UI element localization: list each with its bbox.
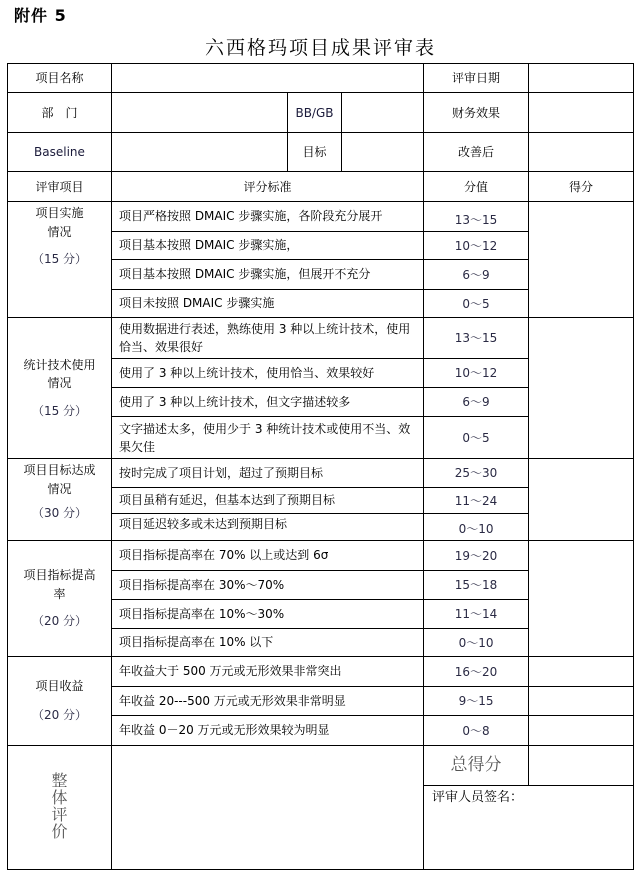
criteria-text: 项目虽稍有延迟，但基本达到了预期目标 <box>112 488 424 514</box>
score-range: 0～10 <box>424 514 529 541</box>
criteria-text: 使用数据进行表述，熟练使用 3 种以上统计技术，使用恰当、效果很好 <box>112 318 424 359</box>
section-points: （20 分） <box>31 708 88 722</box>
column-header-score: 得分 <box>529 172 634 202</box>
score-range: 25～30 <box>424 459 529 488</box>
section-name: 项目实施 <box>35 206 84 220</box>
criteria-row <box>8 459 634 488</box>
section-name: 情况 <box>47 376 72 391</box>
criteria-text: 项目基本按照 DMAIC 步骤实施，但展开不充分 <box>112 260 424 290</box>
score-range: 0～5 <box>424 290 529 318</box>
score-field-implementation[interactable] <box>529 202 634 318</box>
column-header-score-range: 分值 <box>424 172 529 202</box>
criteria-text: 按时完成了项目计划，超过了预期目标 <box>112 459 424 488</box>
criteria-row <box>8 202 634 232</box>
financial-effect-field[interactable] <box>529 93 634 133</box>
section-implementation <box>8 202 112 318</box>
section-revenue <box>8 657 112 746</box>
reviewer-signature-label: 评审人员签名： <box>432 790 524 805</box>
score-range: 10～12 <box>424 359 529 388</box>
section-name: 项目指标提高 <box>23 568 96 583</box>
score-field-statistics[interactable] <box>529 318 634 459</box>
section-points: （20 分） <box>31 614 88 629</box>
criteria-text: 年收益 20---500 万元或无形效果非常明显 <box>112 687 424 716</box>
bb-gb-label: BB/GB <box>288 93 342 133</box>
column-header-item: 评审项目 <box>8 172 112 202</box>
column-header-row <box>8 172 634 202</box>
score-range: 16～20 <box>424 657 529 687</box>
criteria-text: 项目延迟较多或未达到预期目标 <box>112 514 424 541</box>
section-statistics <box>8 318 112 459</box>
baseline-label: Baseline <box>8 133 112 172</box>
footer-row <box>8 746 634 786</box>
improved-field[interactable] <box>529 133 634 172</box>
score-range: 11～24 <box>424 488 529 514</box>
score-range: 15～18 <box>424 571 529 600</box>
criteria-text: 项目未按照 DMAIC 步骤实施 <box>112 290 424 318</box>
criteria-text: 年收益大于 500 万元或无形效果非常突出 <box>112 657 424 687</box>
department-field[interactable] <box>112 93 288 133</box>
score-range: 6～9 <box>424 260 529 290</box>
review-form-table <box>7 63 634 870</box>
info-row-department <box>8 93 634 133</box>
section-goal-achievement <box>8 459 112 541</box>
improved-label: 改善后 <box>424 133 529 172</box>
target-field[interactable] <box>342 133 424 172</box>
baseline-field[interactable] <box>112 133 288 172</box>
criteria-text: 项目指标提高率在 10%～30% <box>112 600 424 629</box>
bb-gb-field[interactable] <box>342 93 424 133</box>
score-range: 13～15 <box>424 202 529 232</box>
financial-effect-label: 财务效果 <box>424 93 529 133</box>
section-points: （30 分） <box>31 506 88 521</box>
criteria-text: 使用了 3 种以上统计技术，使用恰当、效果较好 <box>112 359 424 388</box>
review-date-field[interactable] <box>529 64 634 93</box>
section-name: 统计技术使用 <box>23 357 96 372</box>
score-range: 9～15 <box>424 687 529 716</box>
project-name-label: 项目名称 <box>8 64 112 93</box>
score-field-revenue-1[interactable] <box>529 657 634 687</box>
score-range: 13～15 <box>424 318 529 359</box>
review-date-label: 评审日期 <box>424 64 529 93</box>
criteria-text: 项目基本按照 DMAIC 步骤实施， <box>112 232 424 260</box>
overall-evaluation-field[interactable] <box>112 746 424 870</box>
overall-evaluation-label-cell <box>8 746 112 870</box>
score-range: 6～9 <box>424 388 529 417</box>
info-row-baseline <box>8 133 634 172</box>
criteria-row <box>8 657 634 687</box>
criteria-text: 项目指标提高率在 30%～70% <box>112 571 424 600</box>
target-label: 目标 <box>288 133 342 172</box>
criteria-text: 项目指标提高率在 70% 以上或达到 6σ <box>112 541 424 571</box>
criteria-text: 项目严格按照 DMAIC 步骤实施，各阶段充分展开 <box>112 202 424 232</box>
overall-evaluation-label: 整体评价 <box>51 771 68 841</box>
column-header-criteria: 评分标准 <box>112 172 424 202</box>
criteria-text: 使用了 3 种以上统计技术，但文字描述较多 <box>112 388 424 417</box>
info-row-project <box>8 64 634 93</box>
score-field-revenue-2[interactable] <box>529 687 634 716</box>
score-range: 11～14 <box>424 600 529 629</box>
criteria-row <box>8 318 634 359</box>
project-name-field[interactable] <box>112 64 424 93</box>
section-points: （15 分） <box>31 252 88 267</box>
score-field-goal-achievement[interactable] <box>529 459 634 541</box>
section-name: 情况 <box>47 481 72 496</box>
score-range: 0～8 <box>424 716 529 746</box>
section-improvement-rate <box>8 541 112 657</box>
reviewer-signature-field[interactable] <box>424 786 634 870</box>
score-range: 0～5 <box>424 417 529 459</box>
total-score-field[interactable] <box>529 746 634 786</box>
score-range: 0～10 <box>424 629 529 657</box>
section-name: 项目收益 <box>35 679 84 694</box>
section-name: 项目目标达成 <box>23 463 96 477</box>
section-name: 情况 <box>47 224 72 239</box>
score-field-revenue-3[interactable] <box>529 716 634 746</box>
page-title: 六西格玛项目成果评审表 <box>204 37 436 59</box>
section-points: （15 分） <box>31 403 88 418</box>
score-range: 10～12 <box>424 232 529 260</box>
total-score-label: 总得分 <box>424 746 529 786</box>
criteria-text: 年收益 0－20 万元或无形效果较为明显 <box>112 716 424 746</box>
criteria-text: 文字描述太多，使用少于 3 种统计技术或使用不当、效果欠佳 <box>112 417 424 459</box>
score-range: 19～20 <box>424 541 529 571</box>
criteria-row <box>8 541 634 571</box>
criteria-text: 项目指标提高率在 10% 以下 <box>112 629 424 657</box>
attachment-label: 附件 5 <box>14 6 67 25</box>
section-name: 率 <box>53 586 66 601</box>
department-label: 部 门 <box>8 93 112 133</box>
score-field-improvement-rate[interactable] <box>529 541 634 657</box>
